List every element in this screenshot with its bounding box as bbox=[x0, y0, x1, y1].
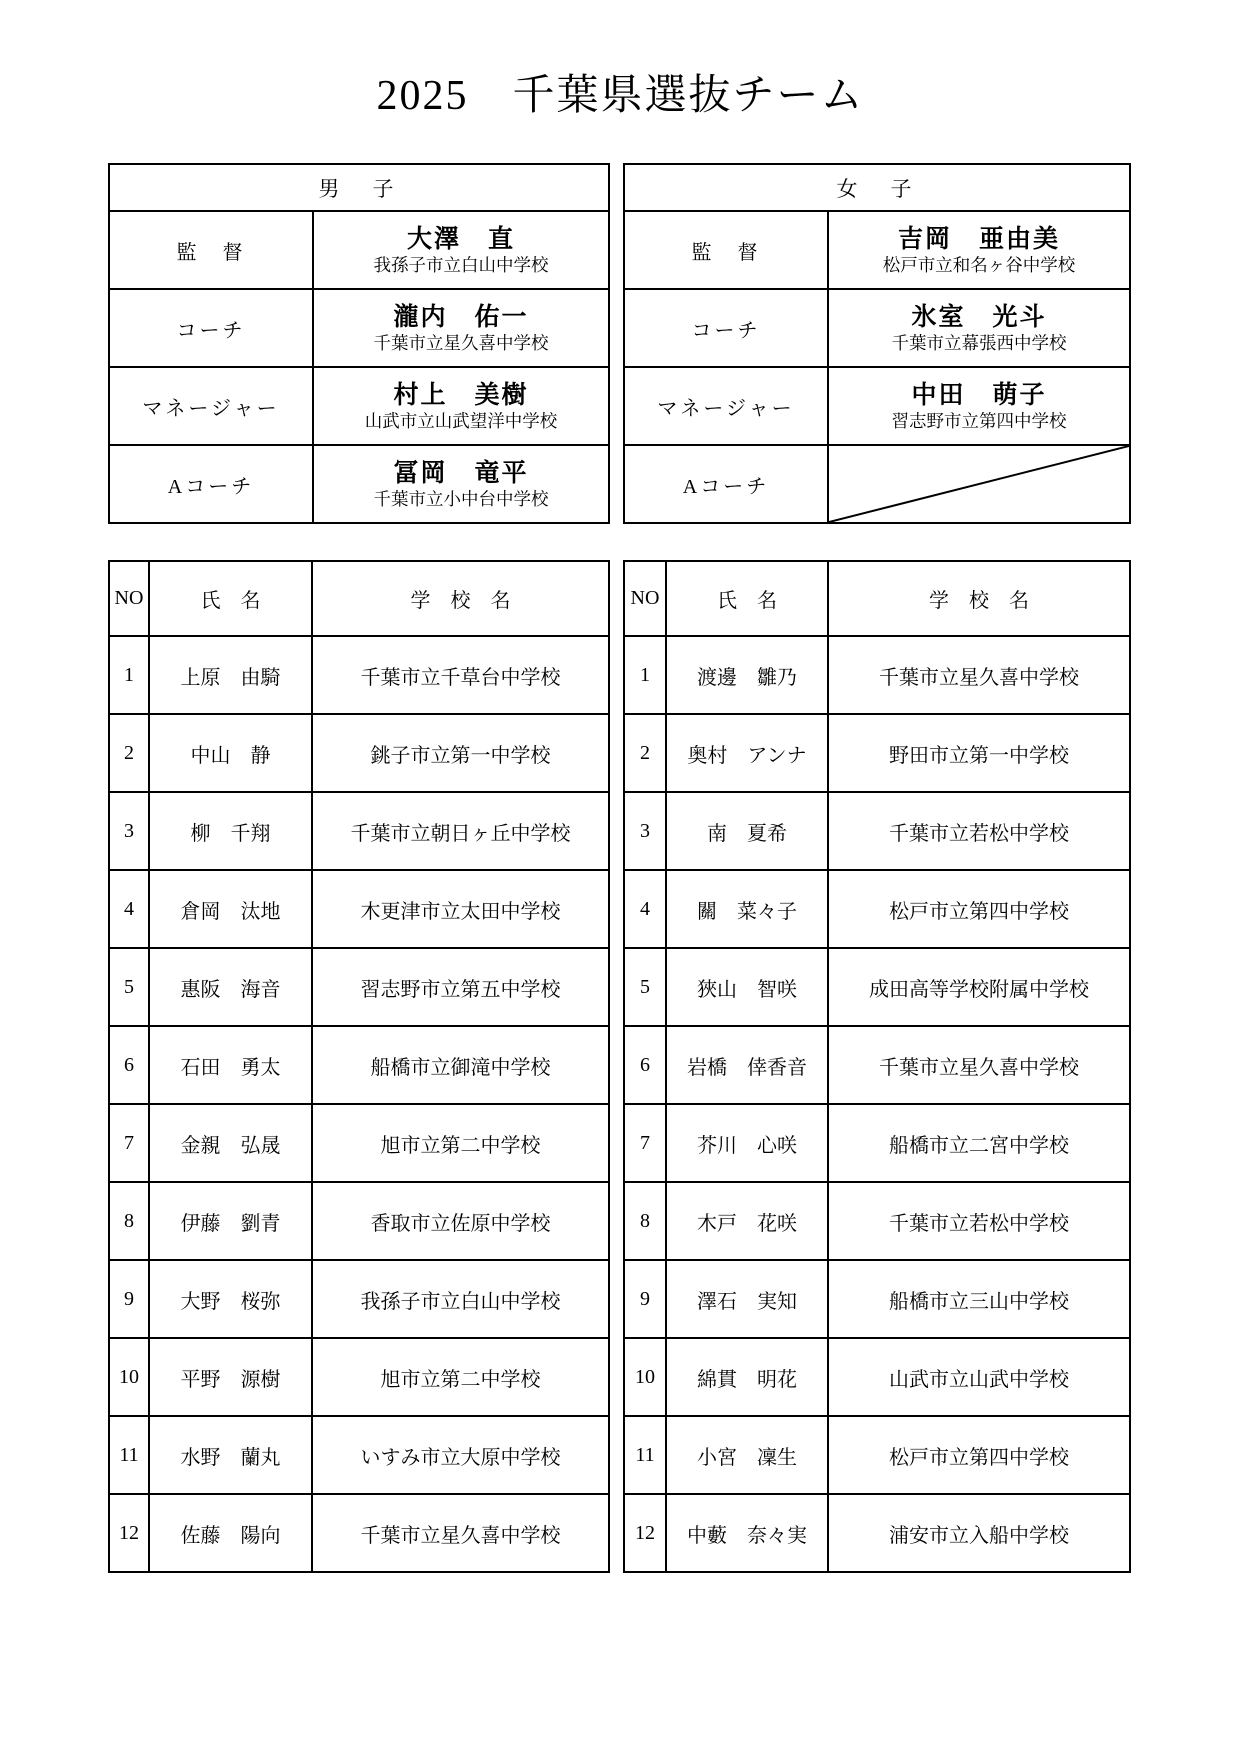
no-cell: 6 bbox=[624, 1026, 666, 1104]
roster-table-women bbox=[623, 560, 1131, 1573]
no-cell: 9 bbox=[109, 1260, 149, 1338]
name-cell: 奥村 アンナ bbox=[666, 714, 828, 792]
name-cell: 小宮 凜生 bbox=[666, 1416, 828, 1494]
staff-person-school: 千葉市立幕張西中学校 bbox=[891, 333, 1067, 354]
staff-table-women-header: 女 子 bbox=[624, 164, 1130, 211]
school-cell: 船橋市立御滝中学校 bbox=[312, 1026, 609, 1104]
column-header-school: 学 校 名 bbox=[312, 561, 609, 636]
empty-staff-cell bbox=[828, 445, 1130, 523]
table-row bbox=[109, 1104, 609, 1182]
table-row bbox=[624, 636, 1130, 714]
school-cell: 香取市立佐原中学校 bbox=[312, 1182, 609, 1260]
no-cell: 4 bbox=[624, 870, 666, 948]
name-cell: 大野 桜弥 bbox=[149, 1260, 312, 1338]
school-cell: 千葉市立星久喜中学校 bbox=[828, 1026, 1130, 1104]
no-cell: 12 bbox=[624, 1494, 666, 1572]
school-cell: 旭市立第二中学校 bbox=[312, 1338, 609, 1416]
school-cell: 船橋市立三山中学校 bbox=[828, 1260, 1130, 1338]
role-label-coach: コーチ bbox=[624, 289, 828, 367]
name-cell: 上原 由騎 bbox=[149, 636, 312, 714]
staff-person-name: 村上 美樹 bbox=[393, 380, 529, 409]
role-label-coach: コーチ bbox=[109, 289, 313, 367]
table-row bbox=[624, 1338, 1130, 1416]
school-cell: 千葉市立若松中学校 bbox=[828, 792, 1130, 870]
school-cell: 千葉市立星久喜中学校 bbox=[828, 636, 1130, 714]
name-cell: 石田 勇太 bbox=[149, 1026, 312, 1104]
column-header-name: 氏 名 bbox=[666, 561, 828, 636]
school-cell: いすみ市立大原中学校 bbox=[312, 1416, 609, 1494]
no-cell: 5 bbox=[109, 948, 149, 1026]
school-cell: 松戸市立第四中学校 bbox=[828, 870, 1130, 948]
table-row bbox=[109, 1260, 609, 1338]
school-cell: 山武市立山武中学校 bbox=[828, 1338, 1130, 1416]
staff-value-cell bbox=[313, 445, 609, 523]
no-cell: 3 bbox=[624, 792, 666, 870]
no-cell: 8 bbox=[109, 1182, 149, 1260]
no-cell: 6 bbox=[109, 1026, 149, 1104]
school-cell: 成田高等学校附属中学校 bbox=[828, 948, 1130, 1026]
name-cell: 岩橋 倖香音 bbox=[666, 1026, 828, 1104]
table-row bbox=[109, 1494, 609, 1572]
table-row bbox=[109, 1416, 609, 1494]
no-cell: 4 bbox=[109, 870, 149, 948]
name-cell: 澤石 実知 bbox=[666, 1260, 828, 1338]
staff-table-men bbox=[108, 163, 610, 524]
staff-person-school: 千葉市立星久喜中学校 bbox=[373, 333, 549, 354]
name-cell: 中藪 奈々実 bbox=[666, 1494, 828, 1572]
name-cell: 狹山 智咲 bbox=[666, 948, 828, 1026]
staff-value-cell bbox=[828, 367, 1130, 445]
school-cell: 習志野市立第五中学校 bbox=[312, 948, 609, 1026]
table-row bbox=[624, 948, 1130, 1026]
name-cell: 金親 弘晟 bbox=[149, 1104, 312, 1182]
role-label-manager: マネージャー bbox=[624, 367, 828, 445]
school-cell: 船橋市立二宮中学校 bbox=[828, 1104, 1130, 1182]
diagonal-slash-line bbox=[829, 446, 1129, 522]
no-cell: 8 bbox=[624, 1182, 666, 1260]
page-title: 2025 千葉県選抜チーム bbox=[376, 73, 865, 119]
table-row bbox=[624, 1026, 1130, 1104]
name-cell: 倉岡 汰地 bbox=[149, 870, 312, 948]
role-label-a-coach: Aコーチ bbox=[624, 445, 828, 523]
role-label-kantoku: 監 督 bbox=[624, 211, 828, 289]
staff-value-cell bbox=[828, 211, 1130, 289]
column-header-no: NO bbox=[109, 561, 149, 636]
column-header-school: 学 校 名 bbox=[828, 561, 1130, 636]
table-row bbox=[624, 1260, 1130, 1338]
table-row bbox=[624, 870, 1130, 948]
name-cell: 佐藤 陽向 bbox=[149, 1494, 312, 1572]
table-row bbox=[109, 1338, 609, 1416]
table-row bbox=[109, 792, 609, 870]
staff-table-women bbox=[623, 163, 1131, 524]
staff-person-name: 瀧内 佑一 bbox=[393, 302, 529, 331]
name-cell: 綿貫 明花 bbox=[666, 1338, 828, 1416]
table-row bbox=[624, 1416, 1130, 1494]
staff-person-name: 大澤 直 bbox=[406, 224, 515, 253]
no-cell: 10 bbox=[109, 1338, 149, 1416]
name-cell: 關 菜々子 bbox=[666, 870, 828, 948]
no-cell: 2 bbox=[109, 714, 149, 792]
column-header-name: 氏 名 bbox=[149, 561, 312, 636]
name-cell: 中山 静 bbox=[149, 714, 312, 792]
table-row bbox=[624, 714, 1130, 792]
school-cell: 我孫子市立白山中学校 bbox=[312, 1260, 609, 1338]
no-cell: 11 bbox=[624, 1416, 666, 1494]
school-cell: 松戸市立第四中学校 bbox=[828, 1416, 1130, 1494]
staff-value-cell bbox=[828, 289, 1130, 367]
school-cell: 千葉市立若松中学校 bbox=[828, 1182, 1130, 1260]
name-cell: 木戸 花咲 bbox=[666, 1182, 828, 1260]
name-cell: 伊藤 劉青 bbox=[149, 1182, 312, 1260]
no-cell: 12 bbox=[109, 1494, 149, 1572]
table-row bbox=[624, 1182, 1130, 1260]
no-cell: 10 bbox=[624, 1338, 666, 1416]
table-row bbox=[109, 636, 609, 714]
school-cell: 木更津市立太田中学校 bbox=[312, 870, 609, 948]
staff-person-name: 氷室 光斗 bbox=[911, 302, 1047, 331]
school-cell: 銚子市立第一中学校 bbox=[312, 714, 609, 792]
name-cell: 惠阪 海音 bbox=[149, 948, 312, 1026]
role-label-a-coach: Aコーチ bbox=[109, 445, 313, 523]
staff-person-school: 山武市立山武望洋中学校 bbox=[364, 411, 558, 432]
no-cell: 2 bbox=[624, 714, 666, 792]
table-row bbox=[109, 714, 609, 792]
school-cell: 野田市立第一中学校 bbox=[828, 714, 1130, 792]
no-cell: 3 bbox=[109, 792, 149, 870]
role-label-manager: マネージャー bbox=[109, 367, 313, 445]
no-cell: 7 bbox=[109, 1104, 149, 1182]
school-cell: 旭市立第二中学校 bbox=[312, 1104, 609, 1182]
table-row bbox=[624, 792, 1130, 870]
staff-person-school: 松戸市立和名ヶ谷中学校 bbox=[882, 255, 1076, 276]
table-row bbox=[109, 870, 609, 948]
table-row bbox=[109, 948, 609, 1026]
staff-person-school: 我孫子市立白山中学校 bbox=[373, 255, 549, 276]
staff-value-cell bbox=[313, 289, 609, 367]
no-cell: 7 bbox=[624, 1104, 666, 1182]
staff-person-name: 中田 萌子 bbox=[911, 380, 1047, 409]
staff-table-men-header: 男 子 bbox=[109, 164, 609, 211]
school-cell: 浦安市立入船中学校 bbox=[828, 1494, 1130, 1572]
name-cell: 水野 蘭丸 bbox=[149, 1416, 312, 1494]
no-cell: 9 bbox=[624, 1260, 666, 1338]
name-cell: 南 夏希 bbox=[666, 792, 828, 870]
name-cell: 芥川 心咲 bbox=[666, 1104, 828, 1182]
name-cell: 渡邊 雛乃 bbox=[666, 636, 828, 714]
no-cell: 1 bbox=[109, 636, 149, 714]
table-row bbox=[109, 1026, 609, 1104]
no-cell: 11 bbox=[109, 1416, 149, 1494]
staff-person-school: 千葉市立小中台中学校 bbox=[373, 489, 549, 510]
table-row bbox=[109, 1182, 609, 1260]
staff-person-name: 冨岡 竜平 bbox=[393, 458, 529, 487]
no-cell: 1 bbox=[624, 636, 666, 714]
name-cell: 柳 千翔 bbox=[149, 792, 312, 870]
table-row bbox=[624, 1494, 1130, 1572]
role-label-kantoku: 監 督 bbox=[109, 211, 313, 289]
staff-value-cell bbox=[313, 211, 609, 289]
school-cell: 千葉市立千草台中学校 bbox=[312, 636, 609, 714]
table-row bbox=[624, 1104, 1130, 1182]
school-cell: 千葉市立朝日ヶ丘中学校 bbox=[312, 792, 609, 870]
staff-person-name: 吉岡 亜由美 bbox=[897, 224, 1060, 253]
roster-table-men bbox=[108, 560, 610, 1573]
no-cell: 5 bbox=[624, 948, 666, 1026]
staff-value-cell bbox=[313, 367, 609, 445]
staff-person-school: 習志野市立第四中学校 bbox=[891, 411, 1067, 432]
name-cell: 平野 源樹 bbox=[149, 1338, 312, 1416]
school-cell: 千葉市立星久喜中学校 bbox=[312, 1494, 609, 1572]
column-header-no: NO bbox=[624, 561, 666, 636]
